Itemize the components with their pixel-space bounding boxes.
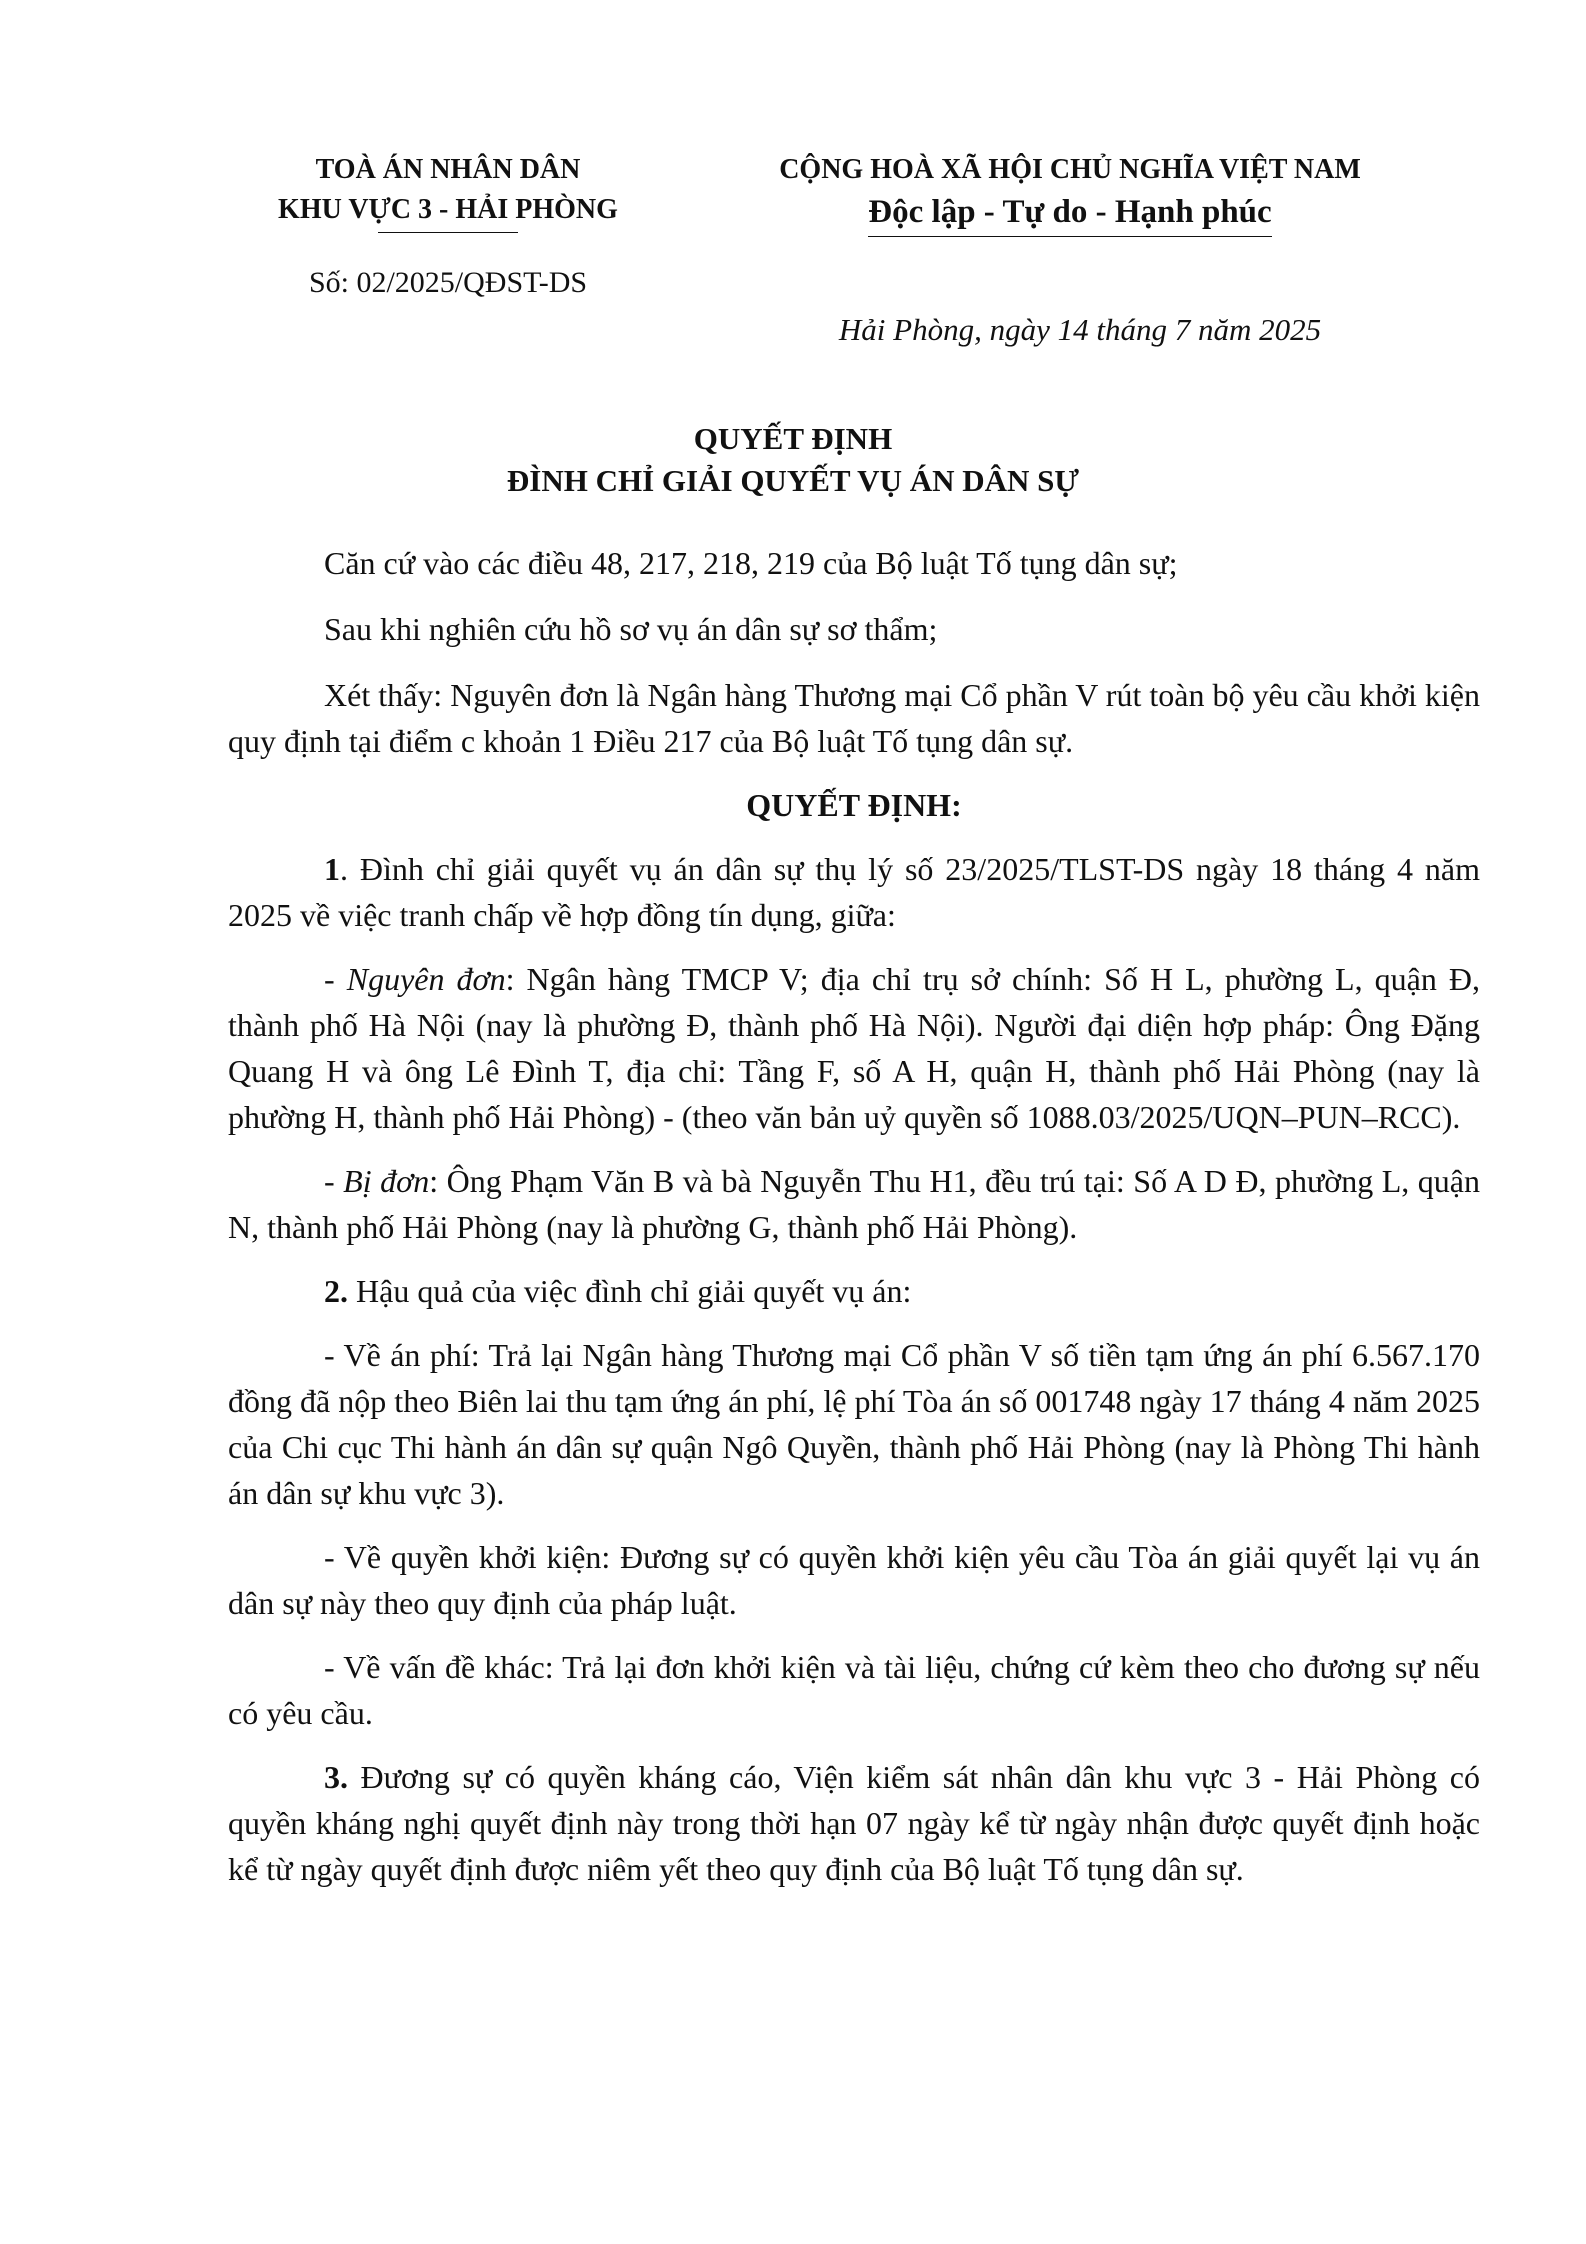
court-region: KHU VỰC 3 - HẢI PHÒNG [278,194,618,225]
document-title [228,418,1358,502]
decision-heading: QUYẾT ĐỊNH: [746,787,962,823]
preamble-finding: Xét thấy: Nguyên đơn là Ngân hàng Thương mại Cổ phần V rút toàn bộ yêu cầu khởi kiện quy định tại điểm c khoản 1 Điều 217 của Bộ luật Tố tụng dân sự. [228,677,1480,759]
defendant-label: Bị đơn [343,1163,430,1199]
item-2-text: Hậu quả của việc đình chỉ giải quyết vụ án: [348,1273,912,1309]
item-2-number: 2. [324,1273,348,1309]
defendant-paragraph [228,1158,1480,1250]
item-1-number: 1 [324,851,340,887]
preamble-legal-basis: Căn cứ vào các điều 48, 217, 218, 219 của Bộ luật Tố tụng dân sự; [324,545,1178,581]
fee-paragraph: - Về án phí: Trả lại Ngân hàng Thương mại Cổ phần V số tiền tạm ứng án phí 6.567.170 đồng đã nộp theo Biên lai thu tạm ứng án phí, lệ phí Tòa án số 001748 ngày 17 tháng 4 năm 2025 của Chi cục Thi hành án dân sự quận Ngô Quyền, thành phố Hải Phòng (nay là Phòng Thi hành án dân sự khu vực 3). [228,1337,1480,1511]
item-3-number: 3. [324,1759,348,1795]
item-3-text: Đương sự có quyền kháng cáo, Viện kiểm sát nhân dân khu vực 3 - Hải Phòng có quyền kháng nghị quyết định này trong thời hạn 07 ngày kể từ ngày nhận được quyết định hoặc kể từ ngày quyết định được niêm yết theo quy định của Bộ luật Tố tụng dân sự. [228,1759,1480,1887]
defendant-text: : Ông Phạm Văn B và bà Nguyễn Thu H1, đều trú tại: Số A D Đ, phường L, quận N, thành phố Hải Phòng (nay là phường G, thành phố Hải Phòng). [228,1163,1480,1245]
plaintiff-dash: - [324,961,347,997]
lawsuit-right-paragraph: - Về quyền khởi kiện: Đương sự có quyền khởi kiện yêu cầu Tòa án giải quyết lại vụ án dân sự này theo quy định của pháp luật. [228,1539,1480,1621]
court-header-underline [378,232,518,233]
item-2 [228,1268,1480,1314]
court-header [228,150,668,303]
document-body [228,540,1480,1910]
place-date: Hải Phòng, ngày 14 tháng 7 năm 2025 [838,312,1322,347]
title-line-1: QUYẾT ĐỊNH [693,421,893,456]
item-3 [228,1754,1480,1892]
preamble-review: Sau khi nghiên cứu hồ sơ vụ án dân sự sơ thẩm; [324,611,938,647]
plaintiff-text: : Ngân hàng TMCP V; địa chỉ trụ sở chính: Số H L, phường L, quận Đ, thành phố Hà Nội (nay là phường Đ, thành phố Hà Nội). Người đại diện hợp pháp: Ông Đặng Quang H và ông Lê Đình T, địa chỉ: Tầng F, số A H, quận H, thành phố Hải Phòng (nay là phường H, thành phố Hải Phòng) - (theo văn bản uỷ quyền số 1088.03/2025/UQN–PUN–RCC). [228,961,1481,1135]
decision-number: Số: 02/2025/QĐST-DS [308,266,588,299]
title-line-2: ĐÌNH CHỈ GIẢI QUYẾT VỤ ÁN DÂN SỰ [506,463,1080,498]
national-header [690,150,1450,237]
defendant-dash: - [324,1163,344,1199]
national-motto: Độc lập - Tự do - Hạnh phúc [868,190,1271,237]
plaintiff-paragraph [228,956,1480,1140]
country-name: CỘNG HOÀ XÃ HỘI CHỦ NGHĨA VIỆT NAM [779,154,1361,185]
item-1-text: . Đình chỉ giải quyết vụ án dân sự thụ lý số 23/2025/TLST-DS ngày 18 tháng 4 năm 2025 về việc tranh chấp về hợp đồng tín dụng, giữa: [228,851,1480,933]
court-name: TOÀ ÁN NHÂN DÂN [315,154,581,185]
plaintiff-label: Nguyên đơn [346,961,506,997]
other-matters-paragraph: - Về vấn đề khác: Trả lại đơn khởi kiện và tài liệu, chứng cứ kèm theo cho đương sự nếu có yêu cầu. [228,1649,1480,1731]
item-1 [228,846,1480,938]
